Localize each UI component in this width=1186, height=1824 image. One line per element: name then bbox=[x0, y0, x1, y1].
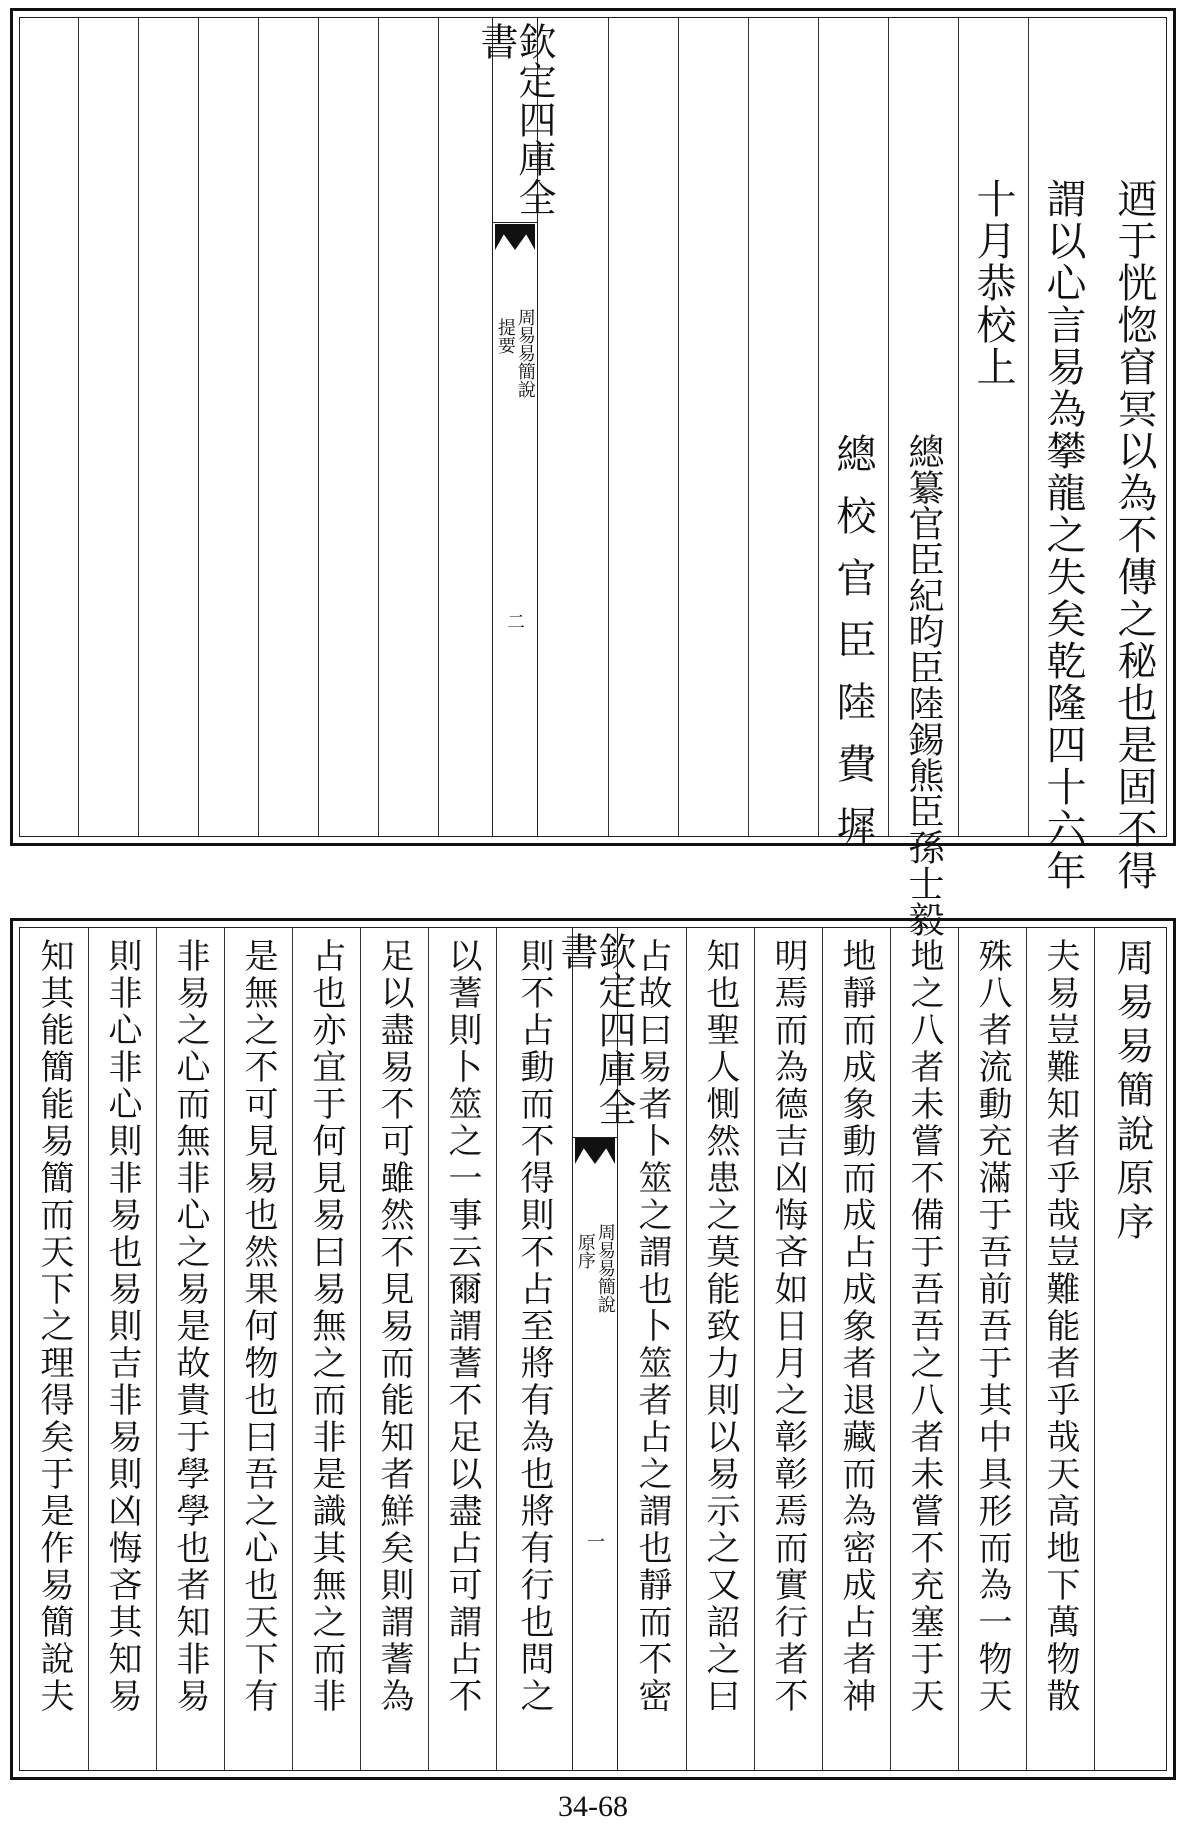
text-column bbox=[958, 928, 1026, 1770]
column-text: 以蓍則卜筮之一事云爾謂蓍不足以盡占可謂占不 bbox=[442, 938, 482, 1715]
text-column bbox=[618, 928, 686, 1770]
text-column bbox=[224, 928, 292, 1770]
fold-section: 提要 bbox=[494, 318, 516, 354]
column-text: 明焉而為德吉凶悔吝如日月之彰彰焉而實行者不 bbox=[768, 938, 808, 1715]
text-column bbox=[1094, 928, 1170, 1770]
text-column bbox=[496, 928, 572, 1770]
column-rule bbox=[318, 18, 319, 836]
text-column bbox=[292, 928, 360, 1770]
column-text: 總纂官臣紀昀臣陸錫熊臣孫士毅 bbox=[903, 433, 944, 937]
fold-title bbox=[474, 18, 556, 223]
text-column bbox=[156, 928, 224, 1770]
fold-title bbox=[554, 928, 636, 1138]
top-page-frame bbox=[19, 17, 1167, 937]
column-text: 地靜而成象動而成占成象者退藏而為密成占者神 bbox=[836, 938, 876, 1715]
text-column bbox=[360, 928, 428, 1770]
preface-title: 周易易簡說原序 bbox=[1110, 938, 1154, 1246]
column-text: 十月恭校上 bbox=[970, 178, 1016, 388]
column-text: 占也亦宜于何見易曰易無之而非是識其無之而非 bbox=[306, 938, 346, 1715]
text-column bbox=[754, 928, 822, 1770]
column-rule bbox=[258, 18, 259, 836]
column-text: 迺于恍惚窅冥以為不傳之秘也是固不得 bbox=[1111, 178, 1157, 892]
text-column bbox=[1098, 18, 1170, 892]
fold-section: 原序 bbox=[574, 1233, 596, 1269]
column-text: 知其能簡能易簡而天下之理得矣于是作易簡說夫 bbox=[34, 938, 74, 1715]
fold-title-text: 欽定四庫全書 bbox=[554, 932, 636, 1127]
column-text: 殊八者流動充滿于吾前吾于其中具形而為一物天 bbox=[972, 938, 1012, 1715]
text-column bbox=[888, 18, 958, 937]
fold-title-text: 欽定四庫全書 bbox=[474, 22, 556, 217]
column-text: 夫易豈難知者乎哉豈難能者乎哉天高地下萬物散 bbox=[1040, 938, 1080, 1715]
fold-page-number: 一 bbox=[587, 1532, 605, 1553]
text-column bbox=[686, 928, 754, 1770]
column-text: 謂以心言易為攀龍之失矣乾隆四十六年 bbox=[1040, 178, 1086, 892]
column-text: 知也聖人惻然患之莫能致力則以易示之又詔之曰 bbox=[700, 938, 740, 1715]
column-rule bbox=[748, 18, 749, 836]
column-rule bbox=[78, 18, 79, 836]
fish-tail-mark bbox=[575, 1138, 615, 1164]
column-text: 則非心非心則非易也易則吉非易則凶悔吝其知易 bbox=[102, 938, 142, 1715]
top-center-fold bbox=[474, 18, 556, 836]
bottom-page-frame bbox=[19, 927, 1167, 1771]
column-rule bbox=[198, 18, 199, 836]
column-rule bbox=[138, 18, 139, 836]
column-rule bbox=[438, 18, 439, 836]
text-column bbox=[88, 928, 156, 1770]
fold-book-title: 周易易簡說 bbox=[514, 308, 536, 398]
column-text: 則不占動而不得則不占至將有為也將有行也問之 bbox=[514, 938, 554, 1715]
fish-tail-mark bbox=[495, 224, 535, 250]
text-column bbox=[822, 928, 890, 1770]
column-text: 占故曰易者卜筮之謂也卜筮者占之謂也靜而不密 bbox=[632, 938, 672, 1715]
bottom-page bbox=[10, 918, 1176, 1780]
text-column bbox=[1026, 928, 1094, 1770]
text-column bbox=[958, 18, 1028, 836]
column-text: 總校官臣陸費墀 bbox=[830, 433, 876, 867]
column-rule bbox=[608, 18, 609, 836]
text-column bbox=[1028, 18, 1098, 892]
bottom-center-fold bbox=[554, 928, 636, 1770]
text-column bbox=[818, 18, 888, 867]
column-text: 非易之心而無非心之易是故貴于學學也者知非易 bbox=[170, 938, 210, 1715]
fold-book-title: 周易易簡說 bbox=[594, 1223, 616, 1313]
column-rule bbox=[678, 18, 679, 836]
text-column bbox=[20, 928, 88, 1770]
text-column bbox=[428, 928, 496, 1770]
page-reference: 34-68 bbox=[558, 1790, 628, 1823]
column-text: 地之八者未嘗不備于吾吾之八者未嘗不充塞于天 bbox=[904, 938, 944, 1715]
top-page bbox=[10, 8, 1176, 937]
column-rule bbox=[378, 18, 379, 836]
column-text: 足以盡易不可雖然不見易而能知者鮮矣則謂蓍為 bbox=[374, 938, 414, 1715]
column-text: 是無之不可見易也然果何物也曰吾之心也天下有 bbox=[238, 938, 278, 1715]
fold-page-number: 二 bbox=[507, 612, 525, 633]
text-column bbox=[890, 928, 958, 1770]
